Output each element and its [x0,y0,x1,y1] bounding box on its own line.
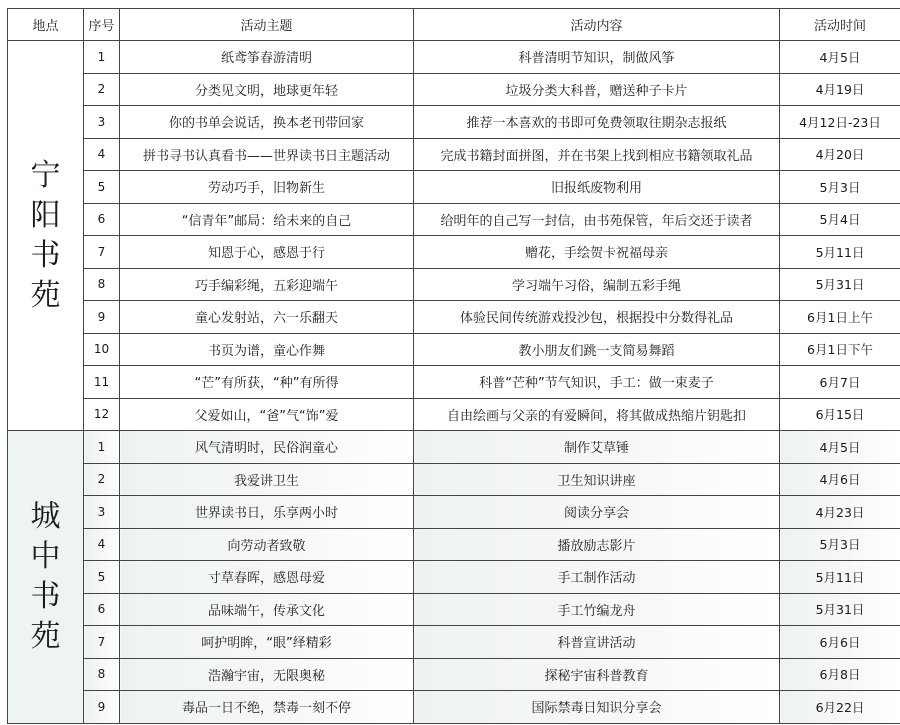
row-time: 6月1日下午 [780,333,900,366]
row-index: 4 [84,138,120,171]
row-index: 1 [84,41,120,74]
group-chengzhong [8,431,900,724]
row-theme: 巧手编彩绳，五彩迎端午 [120,268,414,301]
table-row [8,366,900,399]
row-index: 2 [84,73,120,106]
table-row [8,171,900,204]
header-theme: 活动主题 [120,9,414,41]
table-row [8,658,900,691]
row-content: 给明年的自己写一封信，由书苑保管，年后交还于读者 [414,203,780,236]
table-row [8,528,900,561]
table-row [8,626,900,659]
row-time: 6月8日 [780,658,900,691]
group-ningyang [8,41,900,431]
row-theme: 拼书寻书认真看书——世界读书日主题活动 [120,138,414,171]
row-content: 旧报纸废物利用 [414,171,780,204]
location-label: 城中书苑 [28,497,64,657]
row-index: 6 [84,593,120,626]
table-row [8,73,900,106]
row-index: 3 [84,106,120,139]
row-content: 学习端午习俗，编制五彩手绳 [414,268,780,301]
row-theme: 浩瀚宇宙，无限奥秘 [120,658,414,691]
table-row [8,138,900,171]
table-row [8,106,900,139]
row-time: 6月1日上午 [780,301,900,334]
row-theme: “芒”有所获，“种”有所得 [120,366,414,399]
row-time: 6月7日 [780,366,900,399]
row-time: 6月6日 [780,626,900,659]
row-content: 自由绘画与父亲的有爱瞬间，将其做成热缩片钥匙扣 [414,398,780,431]
row-theme: 毒品一日不绝，禁毒一刻不停 [120,691,414,724]
row-content: 教小朋友们跳一支简易舞蹈 [414,333,780,366]
row-index: 6 [84,203,120,236]
row-content: 垃圾分类大科普，赠送种子卡片 [414,73,780,106]
row-time: 5月3日 [780,171,900,204]
table-row [8,561,900,594]
row-index: 1 [84,431,120,464]
row-index: 5 [84,561,120,594]
row-time: 4月23日 [780,496,900,529]
row-theme: 劳动巧手，旧物新生 [120,171,414,204]
table-row [8,496,900,529]
row-content: 赠花，手绘贺卡祝福母亲 [414,236,780,269]
activity-schedule-table [7,8,900,724]
row-theme: 知恩于心，感恩于行 [120,236,414,269]
row-index: 7 [84,236,120,269]
table-row [8,431,900,464]
header-location: 地点 [8,9,84,41]
table-row [8,236,900,269]
row-content: 制作艾草锤 [414,431,780,464]
row-time: 5月4日 [780,203,900,236]
row-index: 9 [84,691,120,724]
header-index: 序号 [84,9,120,41]
row-time: 6月22日 [780,691,900,724]
location-cell [8,431,84,724]
table-row [8,691,900,724]
row-theme: 品味端午，传承文化 [120,593,414,626]
row-time: 4月5日 [780,41,900,74]
row-content: 阅读分享会 [414,496,780,529]
row-index: 7 [84,626,120,659]
row-time: 5月31日 [780,268,900,301]
table-row [8,301,900,334]
row-theme: 风气清明时，民俗润童心 [120,431,414,464]
row-content: 科普清明节知识，制做风筝 [414,41,780,74]
row-content: 科普宣讲活动 [414,626,780,659]
row-theme: 你的书单会说话，换本老刊带回家 [120,106,414,139]
header-row [8,9,900,41]
row-content: 推荐一本喜欢的书即可免费领取往期杂志报纸 [414,106,780,139]
table-row [8,203,900,236]
row-content: 科普“芒种”节气知识，手工：做一束麦子 [414,366,780,399]
row-theme: 世界读书日，乐享两小时 [120,496,414,529]
row-time: 4月5日 [780,431,900,464]
row-content: 完成书籍封面拼图，并在书架上找到相应书籍领取礼品 [414,138,780,171]
row-index: 8 [84,268,120,301]
row-index: 5 [84,171,120,204]
row-index: 8 [84,658,120,691]
header-time: 活动时间 [780,9,900,41]
row-time: 5月3日 [780,528,900,561]
row-time: 4月20日 [780,138,900,171]
row-index: 12 [84,398,120,431]
table-row [8,41,900,74]
row-content: 卫生知识讲座 [414,463,780,496]
row-time: 5月11日 [780,561,900,594]
row-theme: 童心发射站，六一乐翻天 [120,301,414,334]
row-theme: 父爱如山，“爸”气“饰”爱 [120,398,414,431]
header-content: 活动内容 [414,9,780,41]
row-index: 9 [84,301,120,334]
row-time: 4月6日 [780,463,900,496]
row-theme: 呵护明眸，“眼”绎精彩 [120,626,414,659]
row-content: 国际禁毒日知识分享会 [414,691,780,724]
location-cell [8,41,84,431]
table-row [8,463,900,496]
table-row [8,268,900,301]
row-content: 探秘宇宙科普教育 [414,658,780,691]
table-row [8,333,900,366]
row-content: 体验民间传统游戏投沙包，根据投中分数得礼品 [414,301,780,334]
table-row [8,593,900,626]
row-theme: 书页为谱，童心作舞 [120,333,414,366]
row-theme: “信青年”邮局：给未来的自己 [120,203,414,236]
row-time: 6月15日 [780,398,900,431]
row-content: 手工竹编龙舟 [414,593,780,626]
location-label: 宁阳书苑 [28,156,64,316]
row-content: 手工制作活动 [414,561,780,594]
row-index: 3 [84,496,120,529]
row-time: 5月11日 [780,236,900,269]
row-index: 2 [84,463,120,496]
row-index: 11 [84,366,120,399]
row-theme: 分类见文明，地球更年轻 [120,73,414,106]
row-time: 4月12日-23日 [780,106,900,139]
row-time: 5月31日 [780,593,900,626]
row-theme: 我爱讲卫生 [120,463,414,496]
row-index: 10 [84,333,120,366]
row-theme: 寸草春晖，感恩母爱 [120,561,414,594]
row-theme: 纸鸢筝春游清明 [120,41,414,74]
row-time: 4月19日 [780,73,900,106]
row-content: 播放励志影片 [414,528,780,561]
row-index: 4 [84,528,120,561]
row-theme: 向劳动者致敬 [120,528,414,561]
table-row [8,398,900,431]
